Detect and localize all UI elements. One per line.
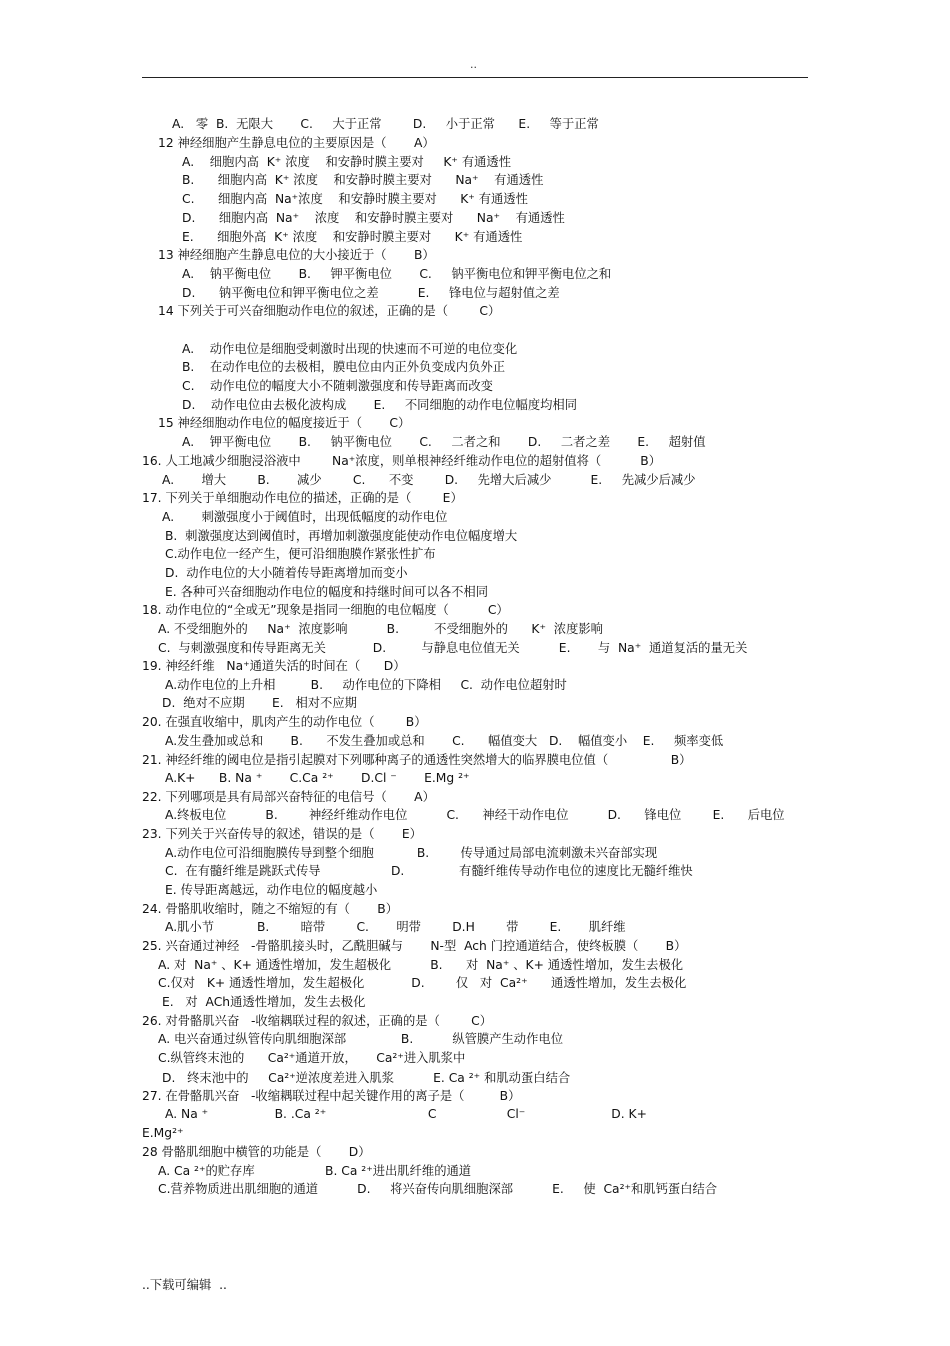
text-line: E. 细胞外高 K⁺ 浓度 和安静时膜主要对 K⁺ 有通透性 xyxy=(182,230,523,244)
text-line: D. 细胞内高 Na⁺ 浓度 和安静时膜主要对 Na⁺ 有通透性 xyxy=(182,211,565,225)
text-line: E. 传导距离越远，动作电位的幅度越小 xyxy=(165,883,378,897)
text-line: E.Mg²⁺ xyxy=(142,1126,184,1140)
text-line: C.仅对 K+ 通透性增加，发生超极化 D. 仅 对 Ca²⁺ 通透性增加，发生去极化 xyxy=(158,976,687,990)
text-line: C.纵管终末池的 Ca²⁺通道开放， Ca²⁺进入肌浆中 xyxy=(158,1051,466,1065)
text-line: 17. 下列关于单细胞动作电位的描述，正确的是（ E） xyxy=(142,491,463,505)
text-line: A. 刺激强度小于阈值时，出现低幅度的动作电位 xyxy=(162,510,448,524)
text-line: A. Ca ²⁺的贮存库 B. Ca ²⁺进出肌纤维的通道 xyxy=(158,1164,472,1178)
text-line: B. 细胞内高 K⁺ 浓度 和安静时膜主要对 Na⁺ 有通透性 xyxy=(182,173,544,187)
text-line: A. 细胞内高 K⁺ 浓度 和安静时膜主要对 K⁺ 有通透性 xyxy=(182,155,512,169)
text-line: E. 对 ACh通透性增加，发生去极化 xyxy=(162,995,366,1009)
text-line: A.肌小节 B. 暗带 C. 明带 D.H 带 E. 肌纤维 xyxy=(165,920,626,934)
text-line: A.K+ B. Na ⁺ C.Ca ²⁺ D.Cl ⁻ E.Mg ²⁺ xyxy=(165,771,470,785)
text-line: B. 刺激强度达到阈值时，再增加刺激强度能使动作电位幅度增大 xyxy=(165,529,518,543)
text-line: A. 增大 B. 减少 C. 不变 D. 先增大后减少 E. 先减少后减少 xyxy=(162,473,696,487)
text-line: D. 动作电位的大小随着传导距离增加而变小 xyxy=(165,566,408,580)
text-line: 27. 在骨骼肌兴奋 -收缩耦联过程中起关键作用的离子是（ B） xyxy=(142,1089,521,1103)
text-line: 18. 动作电位的“全或无”现象是指同一细胞的电位幅度（ C） xyxy=(142,603,509,617)
text-line: A. 对 Na⁺ 、K+ 通透性增加，发生超极化 B. 对 Na⁺ 、K+ 通透性增加，发生去极化 xyxy=(158,958,684,972)
text-line: 13 神经细胞产生静息电位的大小接近于（ B） xyxy=(158,248,435,262)
text-line: C. 细胞内高 Na⁺浓度 和安静时膜主要对 K⁺ 有通透性 xyxy=(182,192,528,206)
header-mark: .. xyxy=(470,58,477,71)
text-line: A.动作电位可沿细胞膜传导到整个细胞 B. 传导通过局部电流刺激未兴奋部实现 xyxy=(165,846,658,860)
text-line: 25. 兴奋通过神经 -骨骼肌接头时，乙酰胆碱与 N-型 Ach 门控通道结合，使终板膜（ B） xyxy=(142,939,687,953)
text-line: C. 在有髓纤维是跳跃式传导 D. 有髓纤维传导动作电位的速度比无髓纤维快 xyxy=(165,864,693,878)
text-line: A.终板电位 B. 神经纤维动作电位 C. 神经干动作电位 D. 锋电位 E. 后电位 xyxy=(165,808,785,822)
text-line: A. 零 B. 无限大 C. 大于正常 D. 小于正常 E. 等于正常 xyxy=(172,117,599,131)
text-line: C.营养物质进出肌细胞的通道 D. 将兴奋传向肌细胞深部 E. 使 Ca²⁺和肌钙蛋白结合 xyxy=(158,1182,718,1196)
header-rule xyxy=(142,77,808,78)
text-line: 16. 人工地减少细胞浸浴液中 Na⁺浓度，则单根神经纤维动作电位的超射值将（ B） xyxy=(142,454,661,468)
text-line: A. 动作电位是细胞受刺激时出现的快速而不可逆的电位变化 xyxy=(182,342,518,356)
text-line: A.发生叠加或总和 B. 不发生叠加或总和 C. 幅值变大 D. 幅值变小 E. 频率变低 xyxy=(165,734,724,748)
text-line: A. 不受细胞外的 Na⁺ 浓度影响 B. 不受细胞外的 K⁺ 浓度影响 xyxy=(158,622,603,636)
text-line: A. 钾平衡电位 B. 钠平衡电位 C. 二者之和 D. 二者之差 E. 超射值 xyxy=(182,435,706,449)
text-line: 14 下列关于可兴奋细胞动作电位的叙述，正确的是（ C） xyxy=(158,304,501,318)
text-line: 20. 在强直收缩中，肌肉产生的动作电位（ B） xyxy=(142,715,427,729)
text-line: 24. 骨骼肌收缩时，随之不缩短的有（ B） xyxy=(142,902,399,916)
text-line: 19. 神经纤维 Na⁺通道失活的时间在（ D） xyxy=(142,659,406,673)
text-line: 23. 下列关于兴奋传导的叙述，错误的是（ E） xyxy=(142,827,422,841)
text-line: D. 钠平衡电位和钾平衡电位之差 E. 锋电位与超射值之差 xyxy=(182,286,560,300)
text-line: 15 神经细胞动作电位的幅度接近于（ C） xyxy=(158,416,411,430)
text-line: A. 电兴奋通过纵管传向肌细胞深部 B. 纵管膜产生动作电位 xyxy=(158,1032,563,1046)
text-line: 21. 神经纤维的阈电位是指引起膜对下列哪种离子的通透性突然增大的临界膜电位值（ B） xyxy=(142,753,692,767)
text-line: 28 骨骼肌细胞中横管的功能是（ D） xyxy=(142,1145,371,1159)
footer-text: ..下载可编辑 .. xyxy=(142,1278,227,1292)
text-line: D. 动作电位由去极化波构成 E. 不同细胞的动作电位幅度均相同 xyxy=(182,398,578,412)
text-line: D. 终末池中的 Ca²⁺逆浓度差进入肌浆 E. Ca ²⁺ 和肌动蛋白结合 xyxy=(162,1071,571,1085)
text-line: D. 绝对不应期 E. 相对不应期 xyxy=(162,696,357,710)
text-line: C.动作电位一经产生，便可沿细胞膜作紧张性扩布 xyxy=(165,547,436,561)
text-line: 26. 对骨骼肌兴奋 -收缩耦联过程的叙述，正确的是（ C） xyxy=(142,1014,493,1028)
text-line: 22. 下列哪项是具有局部兴奋特征的电信号（ A） xyxy=(142,790,435,804)
text-line: E. 各种可兴奋细胞动作电位的幅度和持继时间可以各不相同 xyxy=(165,585,489,599)
text-line: C. 动作电位的幅度大小不随刺激强度和传导距离而改变 xyxy=(182,379,493,393)
text-line: A. 钠平衡电位 B. 钾平衡电位 C. 钠平衡电位和钾平衡电位之和 xyxy=(182,267,612,281)
text-line: A.动作电位的上升相 B. 动作电位的下降相 C. 动作电位超射时 xyxy=(165,678,567,692)
text-line: C. 与刺激强度和传导距离无关 D. 与静息电位值无关 E. 与 Na⁺ 通道复活的量无关 xyxy=(158,641,748,655)
text-line: B. 在动作电位的去极相，膜电位由内正外负变成内负外正 xyxy=(182,360,506,374)
text-line: A. Na ⁺ B. .Ca ²⁺ C Cl⁻ D. K+ xyxy=(165,1107,647,1121)
text-line: 12 神经细胞产生静息电位的主要原因是（ A） xyxy=(158,136,435,150)
